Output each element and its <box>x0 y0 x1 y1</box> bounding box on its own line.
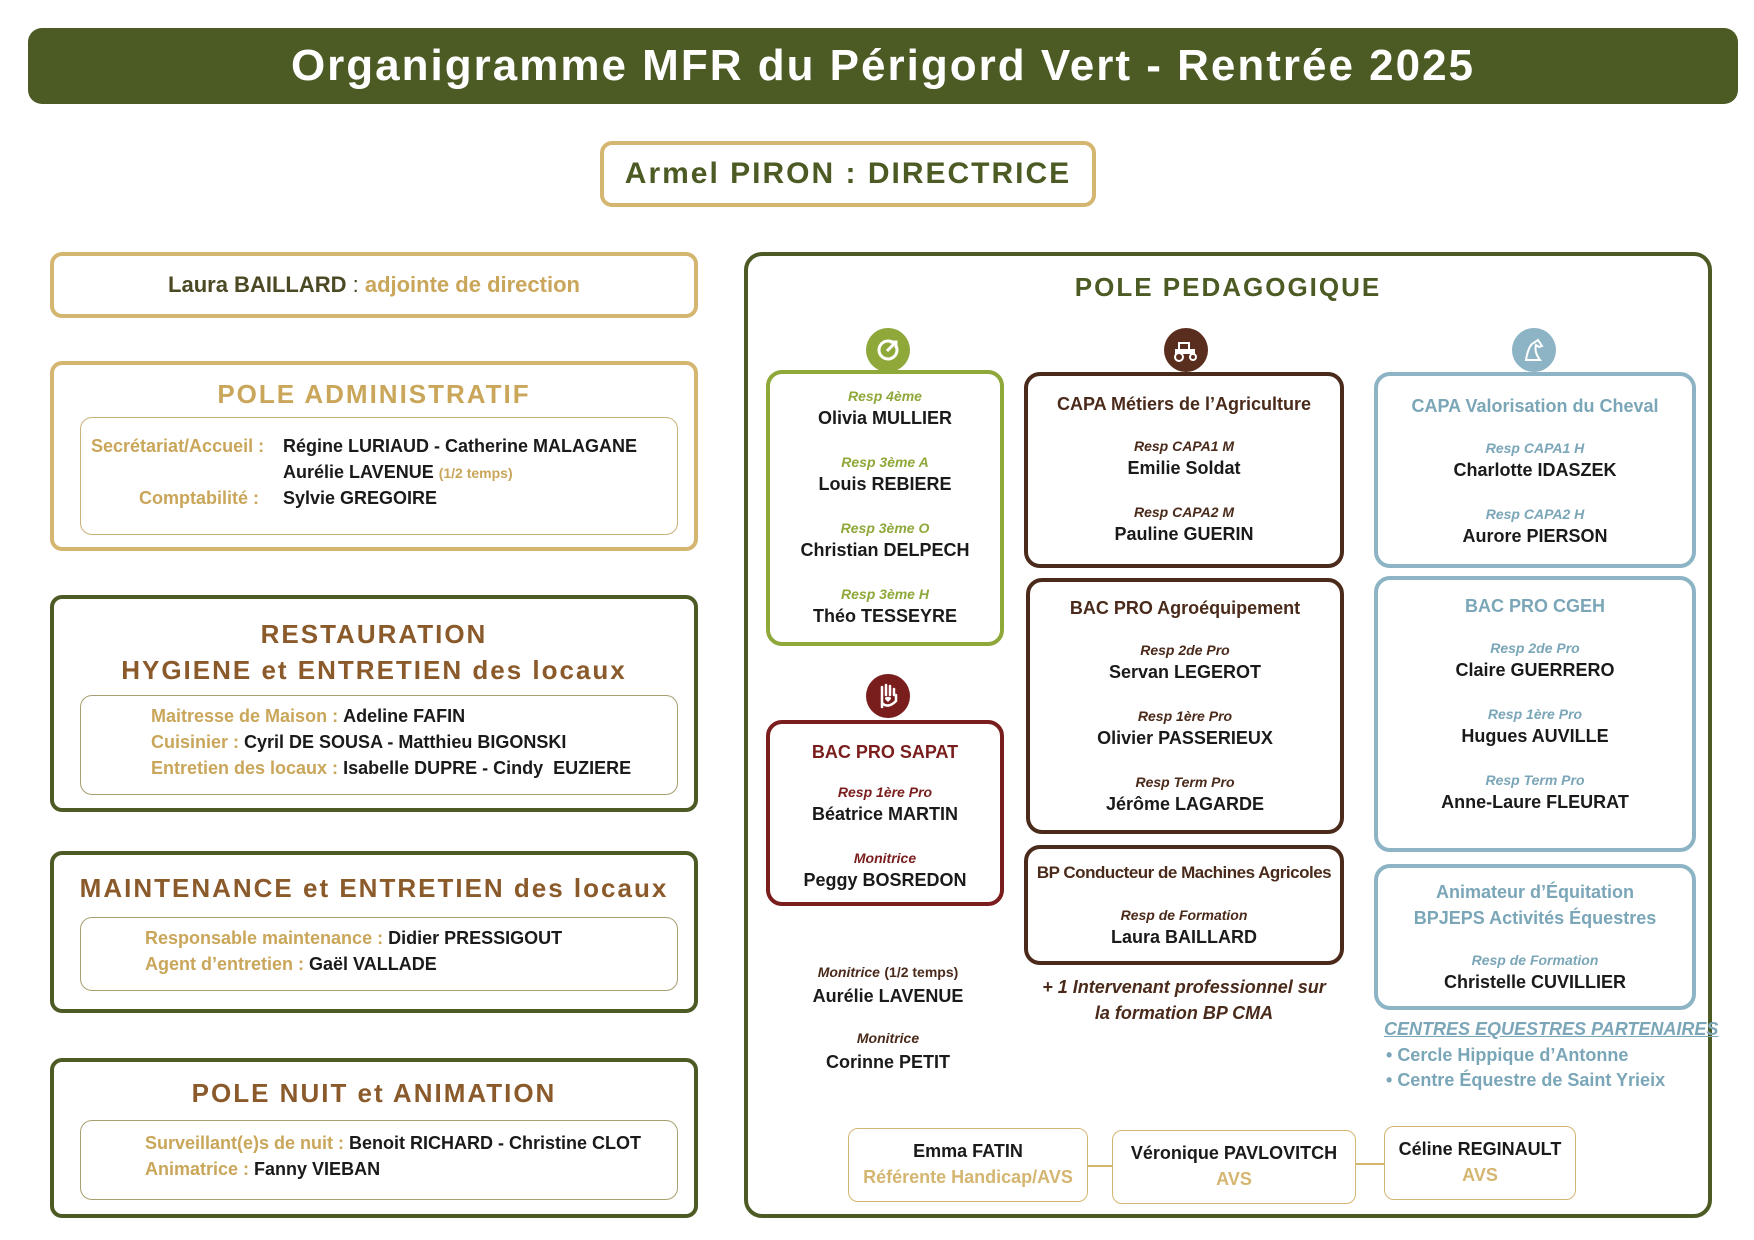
cheval-title: CAPA Valorisation du Cheval <box>1411 396 1659 416</box>
adjointe-box <box>50 252 698 318</box>
cgeh-n2: Hugues AUVILLE <box>1461 726 1609 746</box>
surveillant-label: Surveillant(e)s de nuit : <box>145 1133 345 1153</box>
capa-r1: Resp CAPA1 M <box>1133 438 1235 454</box>
pole-nuit-inner <box>80 1120 678 1200</box>
maintenance-inner <box>80 917 678 991</box>
centre-item-label: Cercle Hippique d’Antonne <box>1397 1045 1629 1065</box>
avs-connector <box>1356 1163 1384 1165</box>
cheval-n2: Aurore PIERSON <box>1462 526 1608 546</box>
resp-maintenance-name: Didier PRESSIGOUT <box>388 928 563 948</box>
maintenance-title: MAINTENANCE et ENTRETIEN des locaux <box>79 873 669 903</box>
anim-n1: Christelle CUVILLIER <box>1443 972 1627 992</box>
maitresse-label: Maitresse de Maison : <box>151 706 339 726</box>
bacagro-n1: Servan LEGEROT <box>1108 662 1262 682</box>
bullet-icon: • <box>1386 1070 1398 1090</box>
monitrice1-name: Aurélie LAVENUE <box>812 986 964 1006</box>
resp-4e-label: Resp 4ème <box>848 388 922 404</box>
animatrice-name: Fanny VIEBAN <box>254 1159 381 1179</box>
cgeh-r2: Resp 1ère Pro <box>1487 706 1583 722</box>
cheval-r2: Resp CAPA2 H <box>1485 506 1585 522</box>
extra-note <box>1024 974 1344 1026</box>
capa-metiers-box <box>1024 372 1344 568</box>
pole-admin-inner <box>80 417 678 535</box>
anim-title2: BPJEPS Activités Équestres <box>1413 908 1657 928</box>
secretariat-names: Régine LURIAUD - Catherine MALAGANE <box>283 436 638 456</box>
monitrice2-name: Corinne PETIT <box>825 1052 950 1072</box>
capa-n1: Emilie Soldat <box>1127 458 1241 478</box>
sapat-n2: Peggy BOSREDON <box>803 870 967 890</box>
monitrices-block <box>766 964 1010 1084</box>
cgeh-r1: Resp 2de Pro <box>1490 640 1580 656</box>
avs-role: Référente Handicap/AVS <box>863 1167 1073 1187</box>
cheval-n1: Charlotte IDASZEK <box>1453 460 1617 480</box>
resp-3a-label: Resp 3ème A <box>841 454 929 470</box>
centre-item <box>1386 1045 1628 1066</box>
tractor-icon <box>1164 328 1208 372</box>
bac-pro-sapat-box <box>766 720 1004 906</box>
arrow-circle-icon <box>866 328 910 372</box>
capa-cheval-box <box>1374 372 1696 568</box>
maintenance-box <box>50 851 698 1013</box>
anim-title1: Animateur d’Équitation <box>1436 882 1634 902</box>
extra-note-line2: la formation BP CMA <box>1094 1003 1274 1023</box>
avs-name: Véronique PAVLOVITCH <box>1130 1143 1338 1163</box>
bpcma-title: BP Conducteur de Machines Agricoles <box>1036 863 1332 882</box>
sapat-r2: Monitrice <box>853 850 917 866</box>
centres-title: CENTRES EQUESTRES PARTENAIRES <box>1384 1019 1719 1039</box>
capa-n2: Pauline GUERIN <box>1114 524 1254 544</box>
bacagro-n3: Jérôme LAGARDE <box>1105 794 1265 814</box>
cuisinier-label: Cuisinier : <box>151 732 240 752</box>
adjointe-sep: : <box>346 272 365 297</box>
secretariat-label: Secrétariat/Accueil : <box>91 436 265 456</box>
centre-item <box>1386 1070 1665 1091</box>
cuisinier-name: Cyril DE SOUSA - Matthieu BIGONSKI <box>244 732 567 752</box>
hygiene-title: HYGIENE et ENTRETIEN des locaux <box>121 655 627 685</box>
cgeh-r3: Resp Term Pro <box>1485 772 1585 788</box>
cgeh-n1: Claire GUERRERO <box>1455 660 1615 680</box>
avs-name: Céline REGINAULT <box>1398 1139 1562 1159</box>
animatrice-label: Animatrice : <box>145 1159 250 1179</box>
adjointe-role: adjointe de direction <box>364 272 580 297</box>
extra-note-line1: + 1 Intervenant professionnel sur <box>1042 977 1326 997</box>
director-name: Armel PIRON : DIRECTRICE <box>624 157 1072 190</box>
resp-3o-name: Christian DELPECH <box>800 540 970 560</box>
avs-box-veronique <box>1112 1130 1356 1204</box>
secretariat-name2: Aurélie LAVENUE <box>283 462 434 482</box>
capa-title: CAPA Métiers de l’Agriculture <box>1056 394 1312 414</box>
pole-nuit-title: POLE NUIT et ANIMATION <box>191 1078 557 1108</box>
title-banner <box>28 28 1738 104</box>
resp-maintenance-label: Responsable maintenance : <box>145 928 384 948</box>
bacagro-n2: Olivier PASSERIEUX <box>1097 728 1273 748</box>
bac-pro-cgeh-box <box>1374 576 1696 852</box>
sapat-title: BAC PRO SAPAT <box>811 742 959 762</box>
restauration-title: RESTAURATION <box>260 619 488 649</box>
bpcma-n1: Laura BAILLARD <box>1110 927 1257 947</box>
monitrice2-label: Monitrice <box>856 1030 920 1046</box>
bacagro-r3: Resp Term Pro <box>1135 774 1235 790</box>
anim-r1: Resp de Formation <box>1471 952 1599 968</box>
bac-pro-agro-box <box>1026 578 1344 834</box>
director-box <box>600 141 1096 207</box>
college-box <box>766 370 1004 646</box>
compta-name: Sylvie GREGOIRE <box>283 488 438 508</box>
centre-item-label: Centre Équestre de Saint Yrieix <box>1397 1070 1666 1090</box>
resp-3a-name: Louis REBIERE <box>818 474 952 494</box>
animateur-box <box>1374 864 1696 1010</box>
bullet-icon: • <box>1386 1045 1398 1065</box>
pole-nuit-box <box>50 1058 698 1218</box>
avs-connector <box>1088 1165 1112 1167</box>
avs-role: AVS <box>1462 1165 1498 1185</box>
resp-3o-label: Resp 3ème O <box>840 520 930 536</box>
cgeh-n3: Anne-Laure FLEURAT <box>1441 792 1629 812</box>
monitrice1-label: Monitrice <box>817 964 880 980</box>
agent-label: Agent d’entretien : <box>145 954 305 974</box>
secretariat-name2-note: (1/2 temps) <box>438 465 513 481</box>
pole-admin-title: POLE ADMINISTRATIF <box>217 379 531 409</box>
sapat-n1: Béatrice MARTIN <box>811 804 959 824</box>
agent-name: Gaël VALLADE <box>309 954 437 974</box>
avs-box-celine <box>1384 1126 1576 1200</box>
entretien-label: Entretien des locaux : <box>151 758 339 778</box>
entretien-name: Isabelle DUPRE - Cindy EUZIERE <box>343 758 632 778</box>
monitrice1-note: (1/2 temps) <box>884 964 959 980</box>
hand-heart-icon <box>866 674 910 718</box>
avs-name: Emma FATIN <box>913 1141 1023 1161</box>
capa-r2: Resp CAPA2 M <box>1133 504 1235 520</box>
pole-pedagogique-title: POLE PEDAGOGIQUE <box>1074 272 1382 302</box>
bacagro-r1: Resp 2de Pro <box>1140 642 1230 658</box>
resp-3h-name: Théo TESSEYRE <box>812 606 958 626</box>
surveillant-name: Benoit RICHARD - Christine CLOT <box>349 1133 642 1153</box>
avs-role: AVS <box>1216 1169 1252 1189</box>
sapat-r1: Resp 1ère Pro <box>837 784 933 800</box>
resp-3h-label: Resp 3ème H <box>841 586 929 602</box>
bp-cma-box <box>1024 845 1344 965</box>
resp-4e-name: Olivia MULLIER <box>817 408 952 428</box>
cheval-r1: Resp CAPA1 H <box>1485 440 1585 456</box>
avs-box-emma <box>848 1128 1088 1202</box>
bacagro-r2: Resp 1ère Pro <box>1137 708 1233 724</box>
compta-label: Comptabilité : <box>139 488 259 508</box>
adjointe-name: Laura BAILLARD <box>168 272 347 297</box>
cgeh-title: BAC PRO CGEH <box>1464 596 1605 616</box>
pole-admin-box <box>50 361 698 551</box>
restauration-inner <box>80 695 678 795</box>
bpcma-r1: Resp de Formation <box>1120 907 1248 923</box>
restauration-box <box>50 595 698 812</box>
horse-icon <box>1512 328 1556 372</box>
bacagro-title: BAC PRO Agroéquipement <box>1069 598 1301 618</box>
maitresse-name: Adeline FAFIN <box>343 706 466 726</box>
page-title: Organigramme MFR du Périgord Vert - Rentrée 2025 <box>290 41 1476 90</box>
